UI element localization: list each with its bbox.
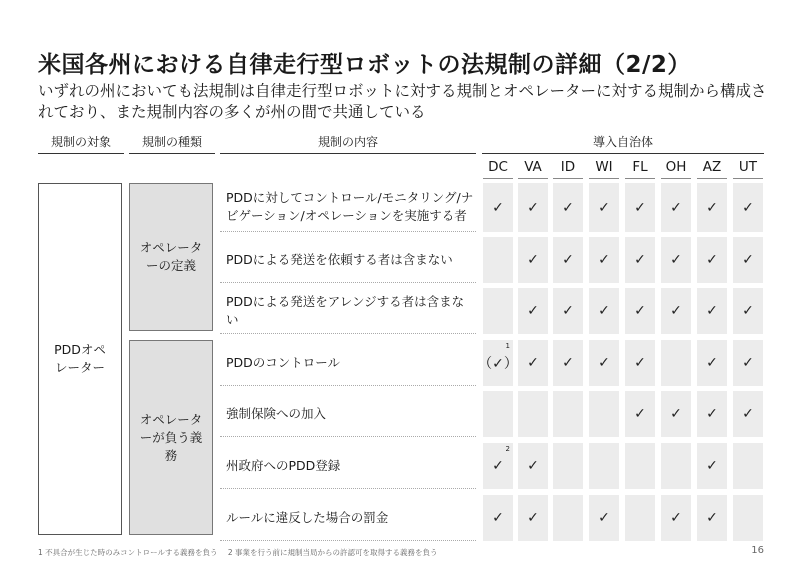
check-cell-va (518, 237, 548, 283)
page-title: 米国各州における自律走行型ロボットの法規制の詳細（2/2） (38, 52, 691, 78)
check-cell-ut (733, 443, 763, 489)
check-cell-fl (625, 495, 655, 541)
check-cell-ut (733, 340, 763, 386)
check-cell-va (518, 340, 548, 386)
regulation-text: 強制保険への加入 (220, 391, 476, 437)
check-mark: ✓ (742, 406, 754, 422)
check-cell-id (553, 183, 583, 232)
check-mark: ✓ (706, 510, 718, 526)
check-cell-va (518, 443, 548, 489)
type-box-obligations (129, 340, 213, 535)
check-mark: ✓ (527, 458, 539, 474)
check-cell-oh (661, 237, 691, 283)
footnote-marker: 2 (505, 445, 510, 453)
check-cell-id (553, 495, 583, 541)
check-mark: ✓ (706, 252, 718, 268)
check-mark: ✓ (598, 303, 610, 319)
page-subtitle: いずれの州においても法規制は自律走行型ロボットに対する規制とオペレーターに対する規制から構成されており、また規制内容の多くが州の間で共通している (38, 82, 767, 121)
check-cell-va (518, 288, 548, 334)
check-cell-fl (625, 183, 655, 232)
check-mark: ✓ (742, 199, 754, 216)
check-cell-va (518, 495, 548, 541)
check-cell-id (553, 340, 583, 386)
check-mark: ✓ (670, 303, 682, 319)
regulation-text: PDDのコントロール (220, 340, 476, 386)
target-label: PDDオペレーター (54, 342, 106, 375)
check-mark: ✓ (492, 458, 504, 474)
check-cell-oh (661, 183, 691, 232)
check-cell-oh (661, 288, 691, 334)
check-cell-wi (589, 237, 619, 283)
check-mark: ✓ (670, 252, 682, 268)
check-cell-wi (589, 340, 619, 386)
target-box (38, 183, 122, 535)
check-cell-id (553, 391, 583, 437)
check-mark: ✓ (598, 199, 610, 216)
check-cell-az (697, 443, 727, 489)
check-cell-dc (483, 495, 513, 541)
check-cell-wi (589, 183, 619, 232)
check-cell-fl (625, 340, 655, 386)
footnotes (38, 547, 446, 558)
check-cell-az (697, 495, 727, 541)
check-mark: ✓ (742, 252, 754, 268)
check-cell-ut (733, 183, 763, 232)
check-mark: ✓ (562, 355, 574, 371)
regulation-text: 州政府へのPDD登録 (220, 443, 476, 489)
check-mark: ✓ (634, 406, 646, 422)
check-cell-oh (661, 340, 691, 386)
check-mark: ✓ (527, 303, 539, 319)
state-header-az: AZ (697, 158, 727, 179)
check-mark: ✓ (598, 252, 610, 268)
check-mark: ✓ (527, 510, 539, 526)
check-mark: ✓ (742, 303, 754, 319)
page-number: 16 (751, 545, 764, 556)
check-cell-va (518, 183, 548, 232)
check-cell-oh (661, 391, 691, 437)
check-mark: ✓ (598, 355, 610, 371)
check-cell-id (553, 288, 583, 334)
check-mark: ✓ (634, 355, 646, 371)
check-mark: ✓ (492, 510, 504, 526)
state-header-fl: FL (625, 158, 655, 179)
state-header-va: VA (518, 158, 548, 179)
state-header-ut: UT (733, 158, 763, 179)
check-mark: ✓ (706, 199, 718, 216)
check-cell-fl (625, 443, 655, 489)
check-mark: ✓ (742, 355, 754, 371)
check-cell-oh (661, 495, 691, 541)
check-mark: ✓ (706, 458, 718, 474)
check-cell-wi (589, 495, 619, 541)
check-mark: ✓ (670, 199, 682, 216)
check-cell-az (697, 183, 727, 232)
check-mark: ✓ (562, 252, 574, 268)
type-label-obligations: オペレーターが負う義務 (139, 411, 203, 463)
check-mark: ✓ (634, 303, 646, 319)
check-mark: ✓ (562, 199, 574, 216)
header-type: 規制の種類 (129, 134, 215, 154)
check-cell-ut (733, 391, 763, 437)
type-label-definition: オペレーターの定義 (139, 240, 203, 273)
check-cell-dc (483, 237, 513, 283)
check-mark: ✓ (706, 406, 718, 422)
check-cell-az (697, 288, 727, 334)
header-states-group: 導入自治体 (482, 134, 764, 154)
check-mark: ✓ (706, 355, 718, 371)
check-cell-wi (589, 288, 619, 334)
check-cell-id (553, 443, 583, 489)
check-cell-dc (483, 288, 513, 334)
header-content: 規制の内容 (220, 134, 476, 154)
check-cell-va (518, 391, 548, 437)
check-cell-fl (625, 288, 655, 334)
check-cell-fl (625, 391, 655, 437)
check-cell-wi (589, 391, 619, 437)
footnote-2: 2 事業を行う前に規制当局からの許認可を取得する義務を負う (227, 548, 438, 557)
footnote-marker: 1 (505, 342, 510, 350)
regulation-text: PDDによる発送を依頼する者は含まない (220, 237, 476, 283)
header-target: 規制の対象 (38, 134, 124, 154)
check-mark: ✓ (670, 510, 682, 526)
check-cell-ut (733, 495, 763, 541)
check-cell-dc (483, 443, 513, 489)
check-cell-oh (661, 443, 691, 489)
check-cell-dc (478, 340, 518, 386)
regulation-text: ルールに違反した場合の罰金 (220, 495, 476, 541)
state-header-wi: WI (589, 158, 619, 179)
check-cell-ut (733, 288, 763, 334)
check-cell-fl (625, 237, 655, 283)
check-cell-az (697, 391, 727, 437)
check-cell-dc (483, 183, 513, 232)
footnote-1: 1 不具合が生じた時のみコントロールする義務を負う (38, 548, 218, 557)
check-mark: ✓ (706, 303, 718, 319)
check-mark: ✓ (562, 303, 574, 319)
check-cell-ut (733, 237, 763, 283)
check-mark: ✓ (598, 510, 610, 526)
state-header-dc: DC (483, 158, 513, 179)
state-header-id: ID (553, 158, 583, 179)
check-cell-id (553, 237, 583, 283)
check-mark: （✓） (478, 356, 518, 372)
regulation-text: PDDに対してコントロール/モニタリング/ナビゲーション/オペレーションを実施する者 (220, 183, 476, 232)
check-mark: ✓ (634, 199, 646, 216)
check-mark: ✓ (527, 355, 539, 371)
check-cell-wi (589, 443, 619, 489)
check-mark: ✓ (670, 406, 682, 422)
check-mark: ✓ (634, 252, 646, 268)
regulation-text: PDDによる発送をアレンジする者は含まない (220, 288, 476, 334)
type-box-definition (129, 183, 213, 331)
check-mark: ✓ (527, 252, 539, 268)
check-cell-dc (483, 391, 513, 437)
state-header-oh: OH (661, 158, 691, 179)
check-cell-az (697, 237, 727, 283)
check-mark: ✓ (527, 199, 539, 216)
check-mark: ✓ (492, 199, 504, 216)
check-cell-az (697, 340, 727, 386)
